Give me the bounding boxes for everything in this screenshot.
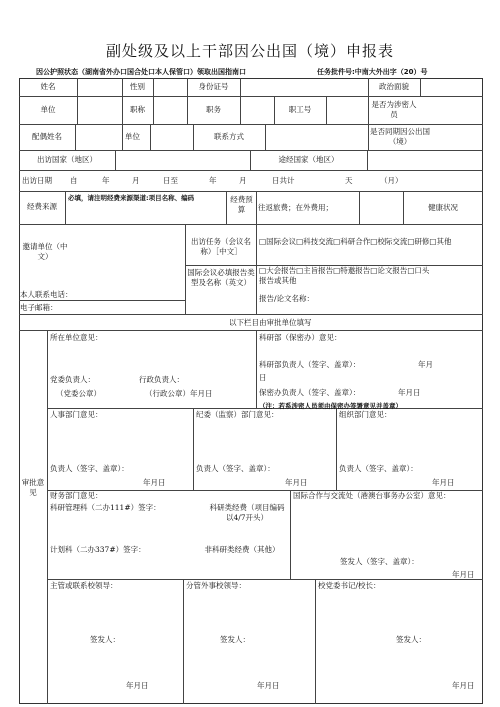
report-type-options: □大会报告□主旨报告□特邀报告□论文报告□口头报告或其他	[259, 266, 430, 285]
rule	[19, 314, 483, 315]
review-section-divider: 以下栏目由审批单位填写	[229, 318, 312, 327]
month-label: 月	[239, 176, 247, 185]
rule	[47, 330, 48, 704]
rule	[19, 191, 483, 192]
days-label: 天	[345, 176, 353, 185]
id-number-label: 身份证号	[198, 82, 229, 91]
staff-number-label: 职工号	[288, 105, 312, 114]
rule	[150, 124, 151, 150]
year-month-label: 年月	[418, 360, 433, 369]
political-status-label: 政治面貌	[379, 82, 409, 91]
month-paren-label: （月）	[380, 176, 403, 185]
transit-label: 途经国家（地区）	[278, 155, 339, 164]
discipline-opinion-label: 纪委（监察）部门意见：	[196, 410, 279, 419]
report-title-label: 报告/论文名称：	[259, 294, 315, 303]
finance-opinion-label: 财务部门意见：	[50, 491, 103, 500]
rule	[65, 191, 66, 224]
rule	[315, 579, 316, 704]
intl-signer-label: 签发人（签字、盖章）：	[340, 557, 419, 566]
president-date-label: 年月日	[452, 681, 475, 690]
spouse-name-label: 配偶姓名	[32, 132, 62, 141]
rule	[290, 490, 291, 579]
spouse-unit-label: 单位	[125, 132, 140, 141]
org-signer-label: 负责人（签字、盖章）：	[339, 464, 418, 473]
research-funds-note: 科研类经费（项目编码以4/7开头）	[209, 503, 285, 522]
rule	[193, 408, 194, 490]
rule	[77, 78, 78, 124]
president-label: 校党委书记/校长：	[318, 581, 381, 590]
month-label: 月	[132, 176, 140, 185]
secrecy-note: （注：若系涉密人员须由保密办签署意见并盖章）	[259, 402, 402, 410]
org-date-label: 年月日	[432, 478, 455, 487]
foreign-affairs-leader-label: 分管外事校领导：	[186, 581, 246, 590]
discipline-signer-label: 负责人（签字、盖章）：	[196, 464, 275, 473]
intl-opinion-label: 国际合作与交流处（港澳台事务办公室）意见：	[293, 491, 451, 500]
rule	[359, 191, 360, 224]
intl-date-label: 年月日	[452, 570, 475, 579]
form-title: 副处级及以上干部因公出国（境）申报表	[105, 42, 394, 60]
admin-head-label: 行政负责人：	[139, 375, 184, 384]
rule	[183, 579, 184, 704]
funding-note: 必填，请注明经费来源渠道:项目名称、编码	[68, 194, 195, 202]
rule	[115, 150, 116, 170]
rule	[256, 191, 257, 224]
hr-date-label: 年月日	[143, 478, 166, 487]
foreign-affairs-signature-label: 签发人：	[220, 635, 250, 644]
hr-signer-label: 负责人（签字、盖章）：	[50, 464, 129, 473]
party-head-label: 党委负责人：	[50, 375, 95, 384]
inviter-label: 邀请单位（中文）	[22, 242, 68, 261]
rule	[19, 330, 483, 331]
review-opinion-label: 审批意见	[21, 478, 45, 497]
task-batch-number: 任务批件号:中南大外出字（20）号	[317, 68, 428, 76]
rule	[47, 579, 483, 580]
year-label: 年	[209, 176, 217, 185]
rule	[19, 124, 483, 125]
name-label: 姓名	[40, 82, 56, 91]
planning-sign-label: 计划科（二办337#）签字：	[50, 545, 146, 554]
position-label: 职务	[206, 105, 221, 114]
admin-seal-label: （行政公章）年月日	[145, 389, 213, 398]
president-signature-label: 签发人：	[396, 635, 426, 644]
health-label: 健康状况	[428, 203, 458, 212]
report-type-label: 国际会议必填报告类型及名称（英文）	[187, 268, 255, 287]
budget-items: 往返旅费；在外费用；	[258, 203, 333, 212]
year-label: 年	[102, 176, 110, 185]
day-to-label: 日至	[163, 176, 178, 185]
rule	[256, 330, 257, 408]
rule	[19, 300, 185, 301]
research-dept-opinion-label: 科研部（保密办）意见：	[259, 333, 342, 342]
rule	[326, 96, 327, 124]
spouse-same-trip-question: 是否同期因公出国（境）	[370, 127, 430, 146]
rule	[240, 78, 241, 124]
rule	[336, 408, 337, 490]
rule	[153, 78, 154, 124]
gender-label: 性别	[130, 82, 145, 91]
research-mgmt-sign-label: 科研管理科（二办111#）签字：	[50, 503, 161, 512]
spouse-contact-label: 联系方式	[214, 132, 244, 141]
discipline-date-label: 年月日	[285, 478, 308, 487]
rule	[19, 224, 483, 225]
day-total-label: 日共计	[272, 176, 295, 185]
contact-phone-label: 本人联系电话：	[20, 290, 73, 299]
budget-label: 经费预算	[230, 195, 253, 214]
department-opinion-label: 所在单位意见：	[50, 333, 103, 342]
title-label: 职称	[130, 105, 145, 114]
confidential-question: 是否为涉密人员	[371, 100, 417, 119]
party-seal-label: （党委公章）	[56, 389, 101, 398]
rule	[226, 191, 227, 224]
rule	[185, 224, 186, 314]
org-opinion-label: 组织部门意见：	[339, 410, 392, 419]
rule	[265, 124, 266, 150]
rule	[19, 150, 483, 151]
task-label: 出访任务（会议名称）［中文］	[191, 237, 251, 256]
email-label: 电子邮箱：	[20, 303, 58, 312]
funding-source-label: 经费来源	[27, 202, 57, 211]
day-label: 日	[259, 373, 267, 382]
rule	[75, 124, 76, 150]
year-month-day-label: 年月日	[398, 388, 421, 397]
trip-date-label: 出访日期	[22, 176, 52, 185]
rule	[367, 150, 368, 170]
rule	[256, 224, 257, 314]
date-from: 自	[70, 176, 78, 185]
liaison-signature-label: 签发人：	[90, 635, 120, 644]
passport-status-line: 因公护照状态（湖南省外办口国合处口本人保管口）领取出国指南口	[36, 68, 246, 76]
liaison-date-label: 年月日	[126, 681, 149, 690]
secrecy-head-label: 保密办负责人（签字、盖章）：	[259, 388, 361, 397]
research-head-label: 科研部负责人（签字、盖章）：	[259, 360, 361, 369]
task-type-options: □国际会议□科技交流□科研合作□校际交流□研修□其他	[259, 237, 452, 246]
unit-label: 单位	[40, 105, 56, 114]
rule	[19, 170, 483, 171]
non-research-funds-note: 非科研类经费（其他）	[204, 545, 280, 554]
hr-opinion-label: 人事部门意见：	[50, 410, 103, 419]
foreign-affairs-date-label: 年月日	[257, 681, 280, 690]
liaison-leader-label: 主管或联系校领导：	[50, 581, 118, 590]
rule	[420, 78, 421, 96]
destination-label: 出访国家（地区）	[37, 155, 97, 164]
rule	[19, 96, 483, 97]
